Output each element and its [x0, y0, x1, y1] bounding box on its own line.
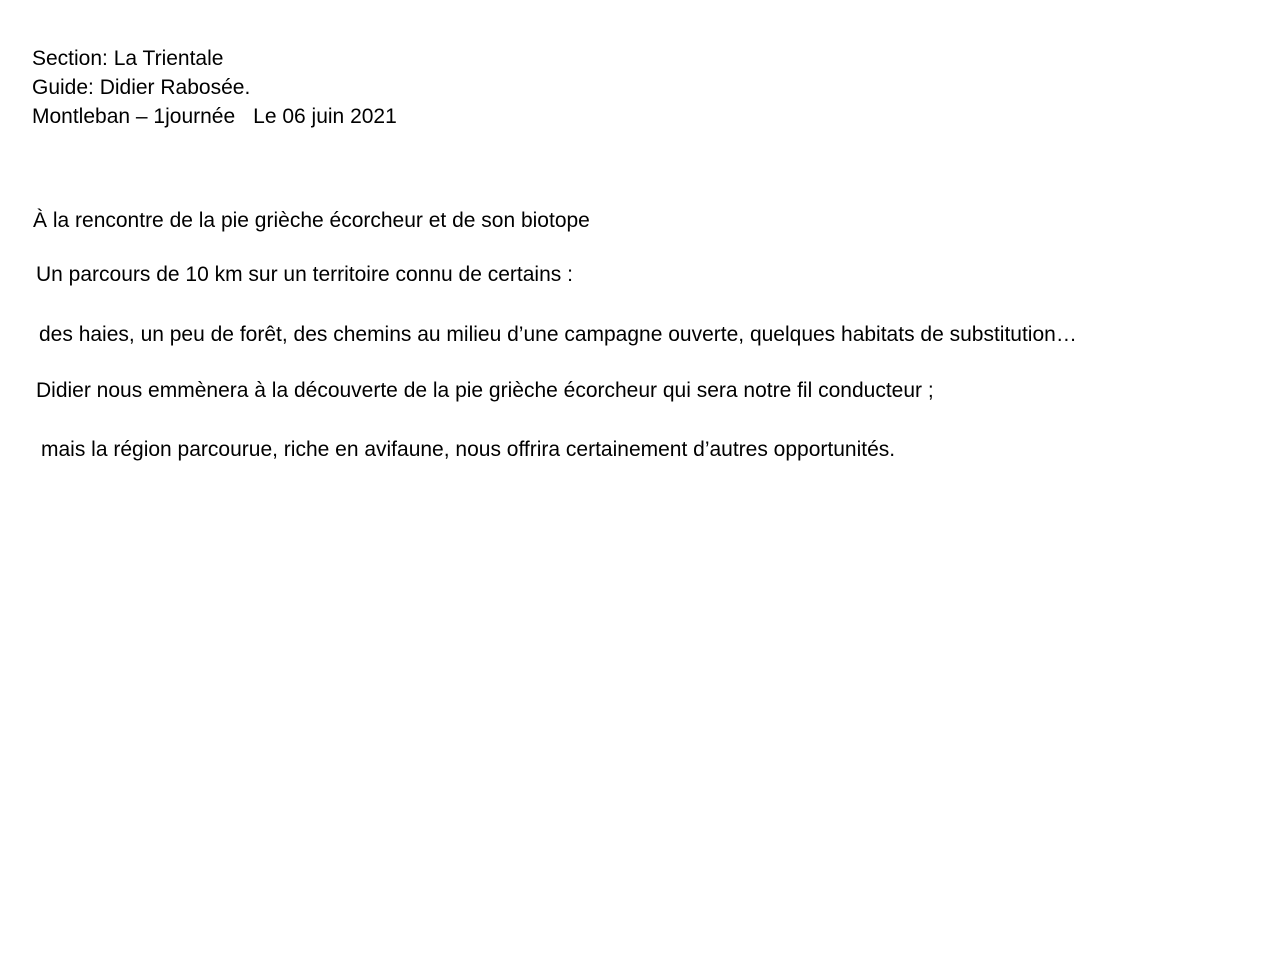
- location-text: Montleban – 1journée: [32, 105, 236, 128]
- paragraph-4: mais la région parcourue, riche en avifaune, nous offrira certainement d’autres opportunités.: [41, 438, 896, 461]
- paragraph-2: des haies, un peu de forêt, des chemins au milieu d’une campagne ouverte, quelques habitats de substitution…: [39, 323, 1077, 346]
- location-date-line: [32, 102, 397, 131]
- paragraph-1: Un parcours de 10 km sur un territoire connu de certains :: [36, 263, 573, 286]
- document-title: À la rencontre de la pie grièche écorcheur et de son biotope: [33, 209, 590, 232]
- date-text: Le 06 juin 2021: [253, 105, 397, 128]
- section-line: Section: La Trientale: [32, 47, 224, 70]
- paragraph-3: Didier nous emmènera à la découverte de la pie grièche écorcheur qui sera notre fil conducteur ;: [36, 379, 934, 402]
- guide-line: Guide: Didier Rabosée.: [32, 76, 251, 99]
